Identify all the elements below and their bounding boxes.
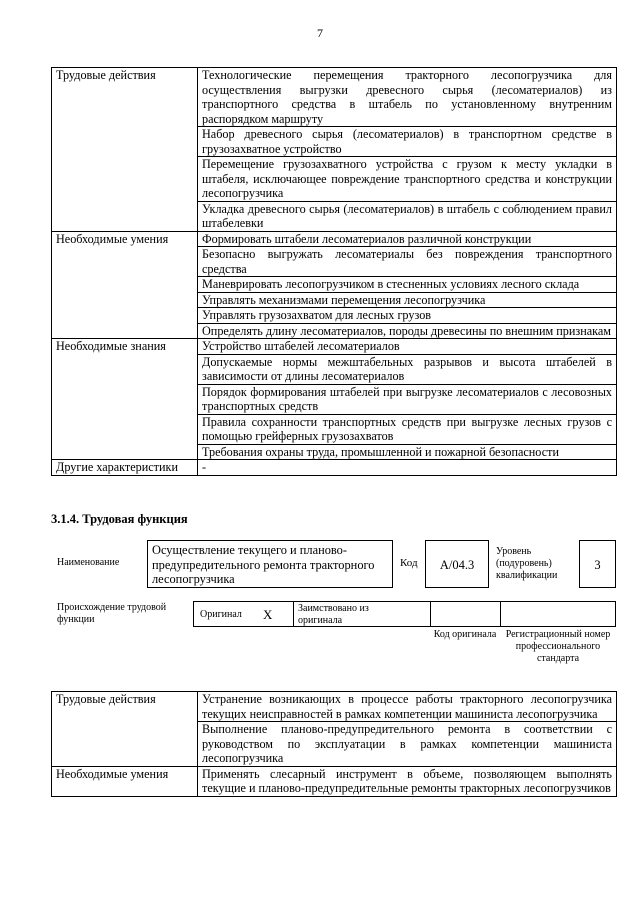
row-header: Трудовые действия <box>52 68 198 232</box>
row-header: Необходимые умения <box>52 231 198 339</box>
row-content: Перемещение грузозахватного устройства с грузом к месту укладки в штабеля, исключающее повреждение транспортного средства и конструкции лесопогрузчика <box>198 157 617 202</box>
row-content: Допускаемые нормы межштабельных разрывов и высота штабелей в зависимости от длины лесоматериалов <box>198 354 617 384</box>
row-content: Выполнение планово-предупредительного ремонта в соответствии с руководством по эксплуатации в рамках компетенции машиниста лесопогрузчика <box>198 722 617 767</box>
original-mark: X <box>263 607 273 622</box>
row-content: Укладка древесного сырья (лесоматериалов) в штабель с соблюдением правил штабелевки <box>198 201 617 231</box>
code-value: А/04.3 <box>439 558 475 572</box>
origin-label: Происхождение трудовой функции <box>57 602 167 625</box>
row-header: Необходимые знания <box>52 339 198 460</box>
original-box <box>193 601 294 627</box>
table-row <box>52 231 617 247</box>
code-label: Код <box>400 557 418 569</box>
table-row <box>52 68 617 127</box>
row-content: Набор древесного сырья (лесоматериалов) в транспортном средстве в грузозахватное устройство <box>198 127 617 157</box>
table-row <box>52 766 617 796</box>
code-box <box>425 540 489 588</box>
row-content: Управлять грузозахватом для лесных грузов <box>198 308 617 324</box>
row-content: Формировать штабели лесоматериалов различной конструкции <box>198 231 617 247</box>
section-title: 3.1.4. Трудовая функция <box>51 512 188 526</box>
row-content: Маневрировать лесопогрузчиком в стесненных условиях лесного склада <box>198 277 617 293</box>
original-label: Оригинал <box>200 609 242 620</box>
row-header: Другие характеристики <box>52 460 198 476</box>
row-content: Безопасно выгружать лесоматериалы без повреждения транспортного средства <box>198 247 617 277</box>
row-content: Порядок формирования штабелей при выгрузке лесоматериалов с лесовозных транспортных средств <box>198 384 617 414</box>
origin-code-caption: Код оригинала <box>433 629 497 640</box>
origin-code-box <box>430 601 501 627</box>
row-content: Управлять механизмами перемещения лесопогрузчика <box>198 292 617 308</box>
level-box <box>579 540 616 588</box>
table-row <box>52 692 617 722</box>
table-row <box>52 460 617 476</box>
row-content: Устранение возникающих в процессе работы тракторного лесопогрузчика текущих неисправностей в рамках компетенции машиниста лесопогрузчика <box>198 692 617 722</box>
page-number: 7 <box>317 26 323 40</box>
borrowed-box <box>293 601 431 627</box>
reg-number-caption: Регистрационный номер профессионального стандарта <box>505 629 611 664</box>
row-content: Требования охраны труда, промышленной и пожарной безопасности <box>198 444 617 460</box>
name-label: Наименование <box>57 557 120 568</box>
function-name-value: Осуществление текущего и планово-предупредительного ремонта тракторного лесопогрузчика <box>152 543 375 586</box>
row-content: Применять слесарный инструмент в объеме, позволяющем выполнять текущие и планово-предупредительные ремонты тракторных лесопогрузчиков <box>198 766 617 796</box>
row-header: Необходимые умения <box>52 766 198 796</box>
level-value: 3 <box>594 558 601 572</box>
function-name-box <box>147 540 393 588</box>
borrowed-label: Заимствовано из оригинала <box>298 603 369 626</box>
row-content: Правила сохранности транспортных средств при выгрузке лесных грузов с помощью грейферных грузозахватов <box>198 414 617 444</box>
labor-function-table-1 <box>51 67 617 476</box>
level-label: Уровень (подуровень) квалификации <box>496 546 558 581</box>
labor-function-table-2 <box>51 691 617 797</box>
table-row <box>52 339 617 355</box>
row-content: Технологические перемещения тракторного лесопогрузчика для осуществления выгрузки древесного сырья (лесоматериалов) из транспортного средства в штабель по установленному внутренним распорядком маршруту <box>198 68 617 127</box>
row-content: Определять длину лесоматериалов, породы древесины по внешним признакам <box>198 323 617 339</box>
reg-number-box <box>500 601 616 627</box>
row-content: Устройство штабелей лесоматериалов <box>198 339 617 355</box>
row-header: Трудовые действия <box>52 692 198 767</box>
row-content: - <box>198 460 617 476</box>
